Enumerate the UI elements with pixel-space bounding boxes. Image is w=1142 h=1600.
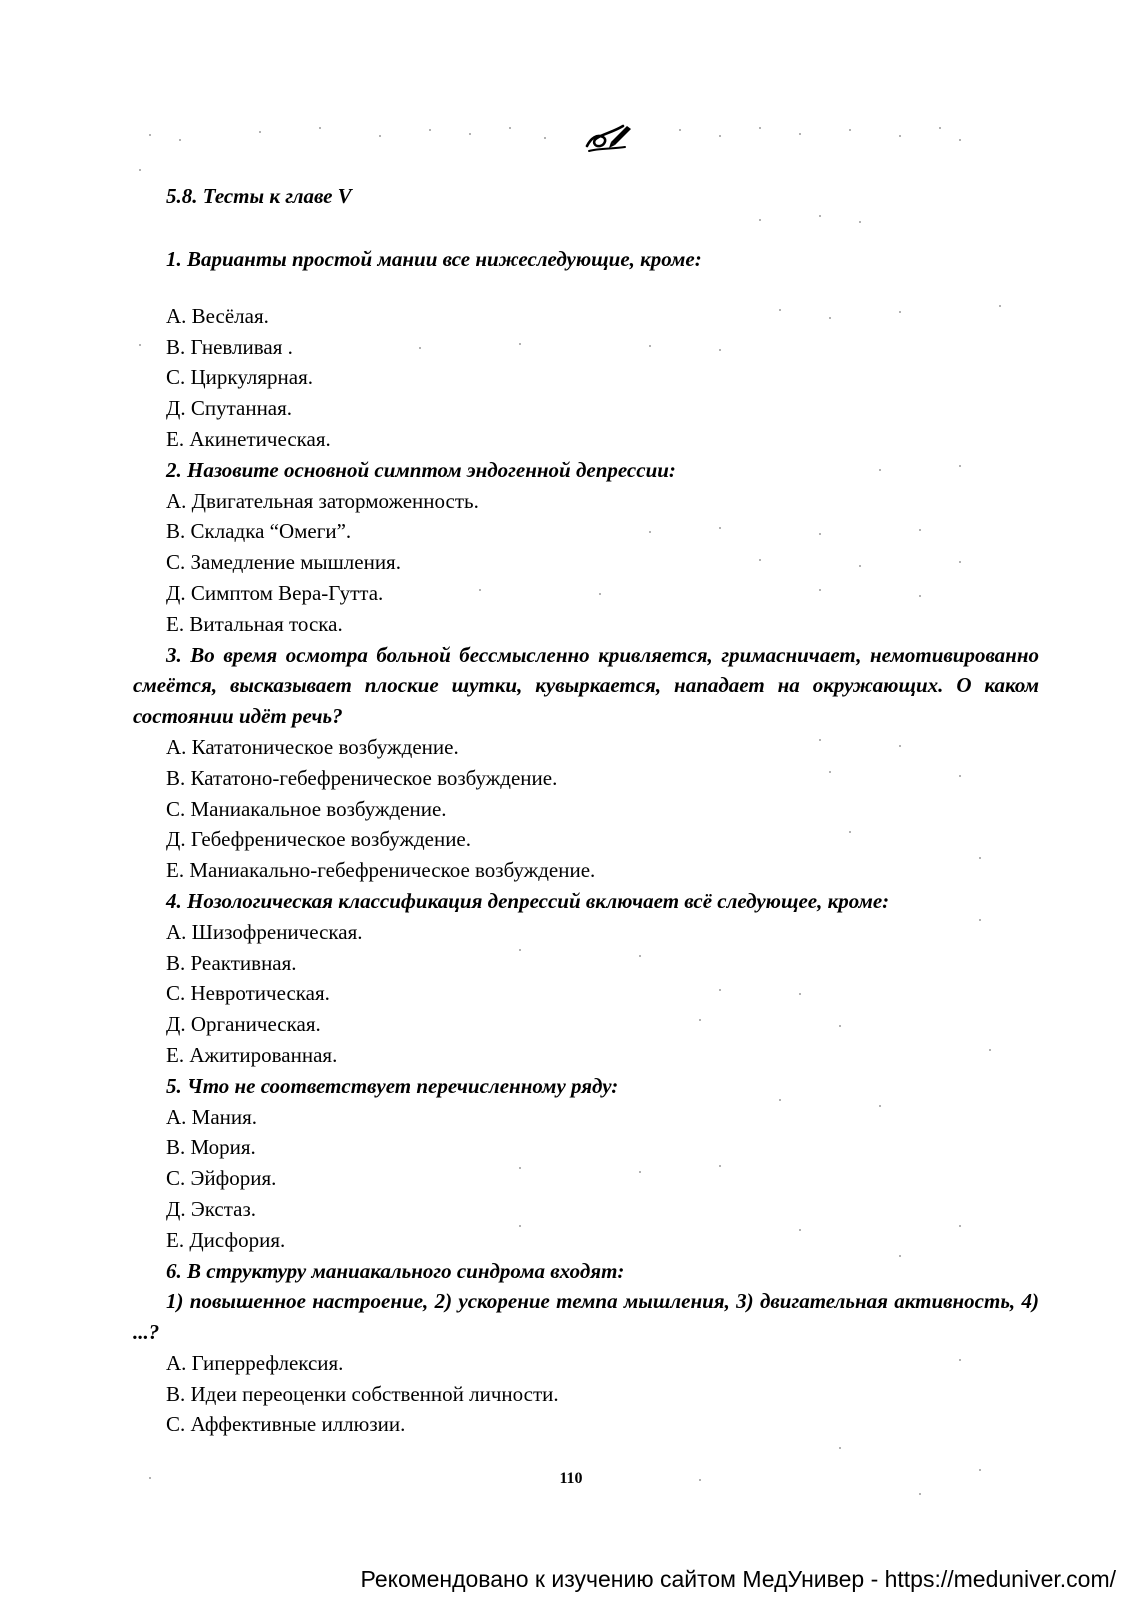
answer-option: С. Маниакальное возбуждение. — [166, 796, 447, 821]
question-3: 3. Во время осмотра больной бессмысленно кривляется, гримасничает, немотивированно смеётся, высказывает плоские шутки, кувыркается, нападает на окружающих. О каком состоянии идёт речь? — [133, 642, 1039, 729]
question-4: 4. Нозологическая классификация депрессий включает всё следующее, кроме: — [166, 888, 890, 913]
answer-option: В. Гневливая . — [166, 334, 293, 359]
page-number: 110 — [559, 1470, 583, 1487]
answer-option: В. Идеи переоценки собственной личности. — [166, 1381, 559, 1406]
answer-option: Д. Экстаз. — [166, 1196, 256, 1221]
answer-option: А. Мания. — [166, 1104, 258, 1129]
test-content — [133, 244, 1039, 1440]
answer-option: С. Невротическая. — [166, 981, 330, 1006]
question-6-subtext: 1) повышенное настроение, 2) ускорение темпа мышления, 3) двигательная активность, 4) ...? — [133, 1289, 1039, 1345]
answer-option: А. Двигательная заторможенность. — [166, 488, 479, 513]
answer-option: Е. Витальная тоска. — [166, 611, 343, 636]
answer-option: С. Циркулярная. — [166, 365, 313, 390]
question-1: 1. Варианты простой мании все нижеследующие, кроме: — [166, 247, 702, 271]
answer-option: А. Кататоническое возбуждение. — [166, 734, 459, 759]
answer-option: А. Весёлая. — [166, 303, 269, 328]
answer-option: В. Реактивная. — [166, 950, 297, 975]
question-2: 2. Назовите основной симптом эндогенной депрессии: — [166, 457, 676, 482]
answer-option: Е. Маниакально-гебефреническое возбуждение. — [166, 858, 596, 883]
answer-option: Е. Дисфория. — [166, 1227, 286, 1252]
answer-option: С. Аффективные иллюзии. — [166, 1412, 406, 1437]
answer-option: Д. Органическая. — [166, 1012, 321, 1037]
question-5: 5. Что не соответствует перечисленному ряду: — [166, 1073, 619, 1098]
answer-option: А. Гиперрефлексия. — [166, 1350, 344, 1375]
answer-option: А. Шизофреническая. — [166, 919, 363, 944]
footer-recommendation: Рекомендовано к изучению сайтом МедУнивер - https://meduniver.com/ — [360, 1566, 1116, 1592]
answer-option: Д. Гебефреническое возбуждение. — [166, 827, 472, 852]
answer-option: Д. Спутанная. — [166, 396, 293, 421]
answer-option: С. Замедление мышления. — [166, 550, 401, 575]
answer-option: В. Складка “Омеги”. — [166, 519, 352, 544]
question-6: 6. В структуру маниакального синдрома входят: — [166, 1258, 625, 1283]
answer-option: Е. Акинетическая. — [166, 426, 331, 451]
answer-option: Е. Ажитированная. — [166, 1042, 338, 1067]
answer-option: Д. Симптом Вера-Гутта. — [166, 580, 384, 605]
answer-option: С. Эйфория. — [166, 1166, 277, 1191]
pen-writing-icon — [583, 120, 633, 154]
answer-option: В. Мория. — [166, 1135, 256, 1160]
section-title: 5.8. Тесты к главе V — [166, 184, 352, 208]
answer-option: В. Кататоно-гебефреническое возбуждение. — [166, 765, 558, 790]
